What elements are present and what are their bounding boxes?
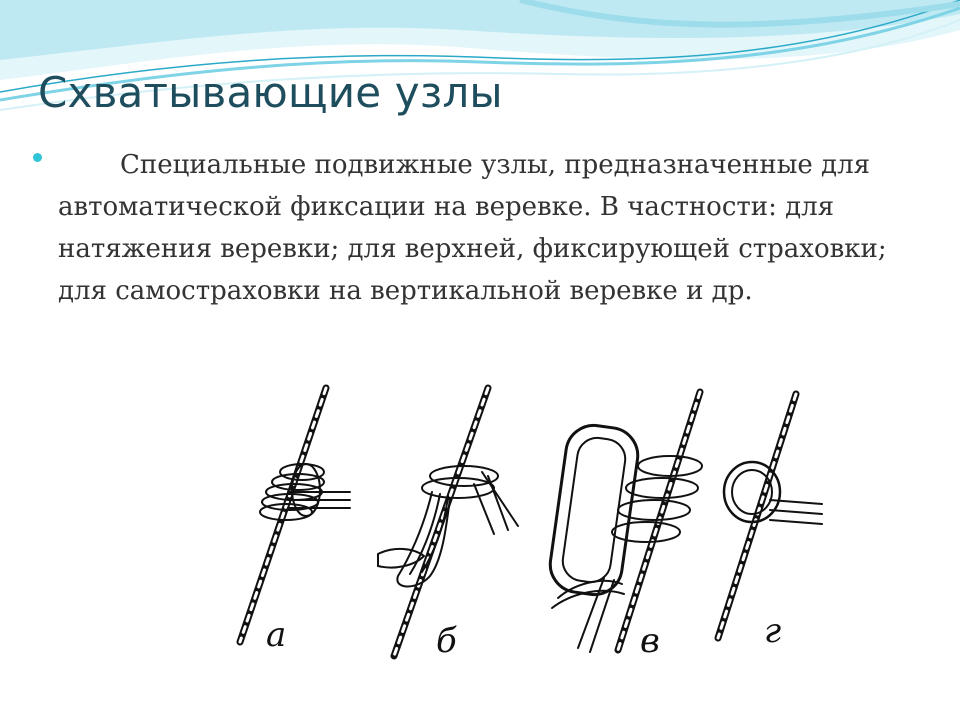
- slide-body-text: Специальные подвижные узлы, предназначенные для автоматической фиксации на веревке. В частности: для натяжения веревки; для верхней, фиксирующей страховки; для самостраховки на вертикальной веревке и др.: [58, 150, 887, 306]
- bullet-icon: [33, 153, 42, 162]
- figure-label-d: г: [764, 611, 782, 651]
- knot-b-drawing: [378, 388, 518, 656]
- figure-label-a: а: [266, 615, 287, 655]
- figure-label-b: б: [436, 621, 457, 661]
- figure-label-c: в: [640, 621, 660, 661]
- knot-a-drawing: [240, 388, 350, 642]
- knot-d-drawing: [718, 394, 822, 638]
- knots-illustration: [218, 380, 838, 670]
- slide-title: Схватывающие узлы: [38, 68, 503, 117]
- knot-c-drawing: [547, 392, 702, 652]
